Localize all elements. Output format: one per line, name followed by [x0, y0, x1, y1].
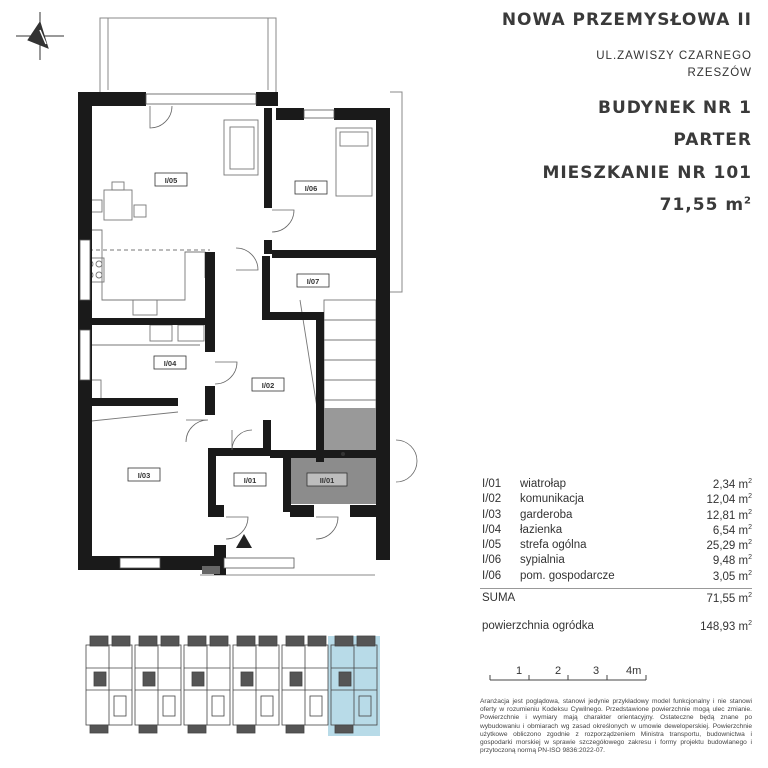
key-plan-unit-part	[188, 636, 206, 646]
room-row	[480, 554, 752, 569]
apartment-area: 71,55 $m^2$	[659, 195, 752, 215]
floor-title: PARTER	[673, 130, 752, 150]
room-name: pom. gospodarcze	[520, 569, 615, 582]
street: UL.ZAWISZY CZARNEGO	[596, 50, 752, 62]
disclaimer-note: Aranżacja jest poglądowa, stanowi jedynie przykładowy model funkcjonalny i nie stanowi oferty w rozumieniu Kodeksu Cywilnego. Przedstawione powierzchnie mogą ulec zmianie. Powierzchnie i wymiary mają charakter orientacyjny. Ostateczne będą znane po wybudowaniu i obmiarach wg zasad określonych w umowie deweloperskiej. Powierzchnie użytkowe obliczono zgodnie z rozporządzeniem Ministra transportu, budownictwa i gospodarki morskiej w sprawie szczegółowego zakresu i formy projektu budowlanego i przytoczoną normą PN-ISO 9836:2022-07.	[480, 698, 752, 755]
room-area: 12,04 $m^2$	[706, 493, 752, 507]
room-name: łazienka	[520, 523, 563, 536]
room-code: I/04	[482, 523, 502, 536]
room-code: I/02	[482, 493, 502, 506]
room-code: I/06	[482, 554, 502, 567]
key-plan-unit-part	[335, 636, 353, 646]
sum-divider	[480, 588, 752, 589]
key-plan-unit-part	[210, 636, 228, 646]
room-area: 12,81 $m^2$	[706, 508, 752, 522]
room-row	[480, 539, 752, 554]
room-label: I/04	[163, 359, 177, 368]
key-plan-unit-part	[335, 725, 353, 733]
key-plan-unit-part	[90, 636, 108, 646]
key-plan-unit-part	[143, 672, 155, 686]
entrance-step	[202, 566, 220, 574]
north-arrow-icon	[16, 12, 64, 60]
room-row	[480, 570, 752, 585]
room-label: I/01	[243, 476, 257, 485]
key-plan	[86, 636, 380, 736]
key-plan-unit-part	[94, 672, 106, 686]
stair-marker	[341, 452, 345, 456]
key-plan-unit-part	[192, 672, 204, 686]
key-plan-unit-part	[90, 725, 108, 733]
room-area: 9,48 $m^2$	[712, 554, 752, 568]
key-plan-unit-part	[286, 725, 304, 733]
room-label: I/03	[137, 471, 151, 480]
room-code: I/06	[482, 569, 502, 582]
apartment-title: MIESZKANIE NR 101	[542, 163, 752, 183]
room-row	[480, 478, 752, 493]
key-plan-unit-part	[310, 696, 322, 716]
key-plan-unit-part	[163, 696, 175, 716]
room-area: 25,29 $m^2$	[706, 539, 752, 553]
scale-label: 4m	[626, 665, 642, 677]
room-label: II/01	[319, 476, 335, 485]
stair-landing	[324, 408, 376, 456]
garden-row: powierzchnia ogródka 148,93 $m^2$	[482, 620, 752, 633]
key-plan-unit-part	[339, 672, 351, 686]
room-code: I/01	[482, 478, 502, 490]
key-plan-unit-part	[308, 636, 326, 646]
room-code: I/03	[482, 508, 502, 521]
room-name: garderoba	[520, 508, 573, 521]
key-plan-unit-part	[290, 672, 302, 686]
room-area: 3,05 $m^2$	[712, 569, 752, 583]
key-plan-unit-part	[112, 636, 130, 646]
room-label: I/05	[164, 176, 178, 185]
room-row	[480, 524, 752, 539]
room-label: I/06	[304, 184, 318, 193]
key-plan-unit-part	[139, 725, 157, 733]
scale-label: 2	[555, 665, 562, 677]
sum-row: SUMA 71,55 $m^2$	[482, 592, 752, 605]
building-title: BUDYNEK NR 1	[598, 98, 752, 118]
room-row	[480, 493, 752, 508]
scale-label: 1	[516, 665, 523, 677]
key-plan-unit-part	[212, 696, 224, 716]
room-table	[480, 478, 752, 585]
room-name: sypialnia	[520, 554, 565, 567]
room-label: I/02	[261, 381, 275, 390]
scale-bar	[480, 662, 650, 692]
key-plan-unit-part	[114, 696, 126, 716]
room-name: komunikacja	[520, 493, 584, 506]
room-labels	[128, 173, 347, 486]
room-label: I/07	[306, 277, 320, 286]
key-plan-unit-part	[237, 636, 255, 646]
room-area: 2,34 $m^2$	[712, 478, 752, 491]
key-plan-unit-part	[357, 636, 375, 646]
key-plan-unit-part	[259, 636, 277, 646]
room-area: 6,54 $m^2$	[712, 523, 752, 537]
key-plan-unit-part	[237, 725, 255, 733]
key-plan-unit-part	[139, 636, 157, 646]
city: RZESZÓW	[687, 67, 752, 79]
room-name: wiatrołap	[520, 478, 567, 490]
scale-label: 3	[593, 665, 600, 677]
room-row	[480, 509, 752, 524]
room-code: I/05	[482, 539, 502, 552]
key-plan-unit-part	[241, 672, 253, 686]
entrance-arrow-icon	[236, 534, 252, 548]
key-plan-unit-part	[286, 636, 304, 646]
key-plan-unit-part	[261, 696, 273, 716]
project-title: NOWA PRZEMYSŁOWA II	[501, 10, 752, 30]
key-plan-unit-part	[161, 636, 179, 646]
key-plan-unit-part	[188, 725, 206, 733]
room-name: strefa ogólna	[520, 539, 587, 552]
